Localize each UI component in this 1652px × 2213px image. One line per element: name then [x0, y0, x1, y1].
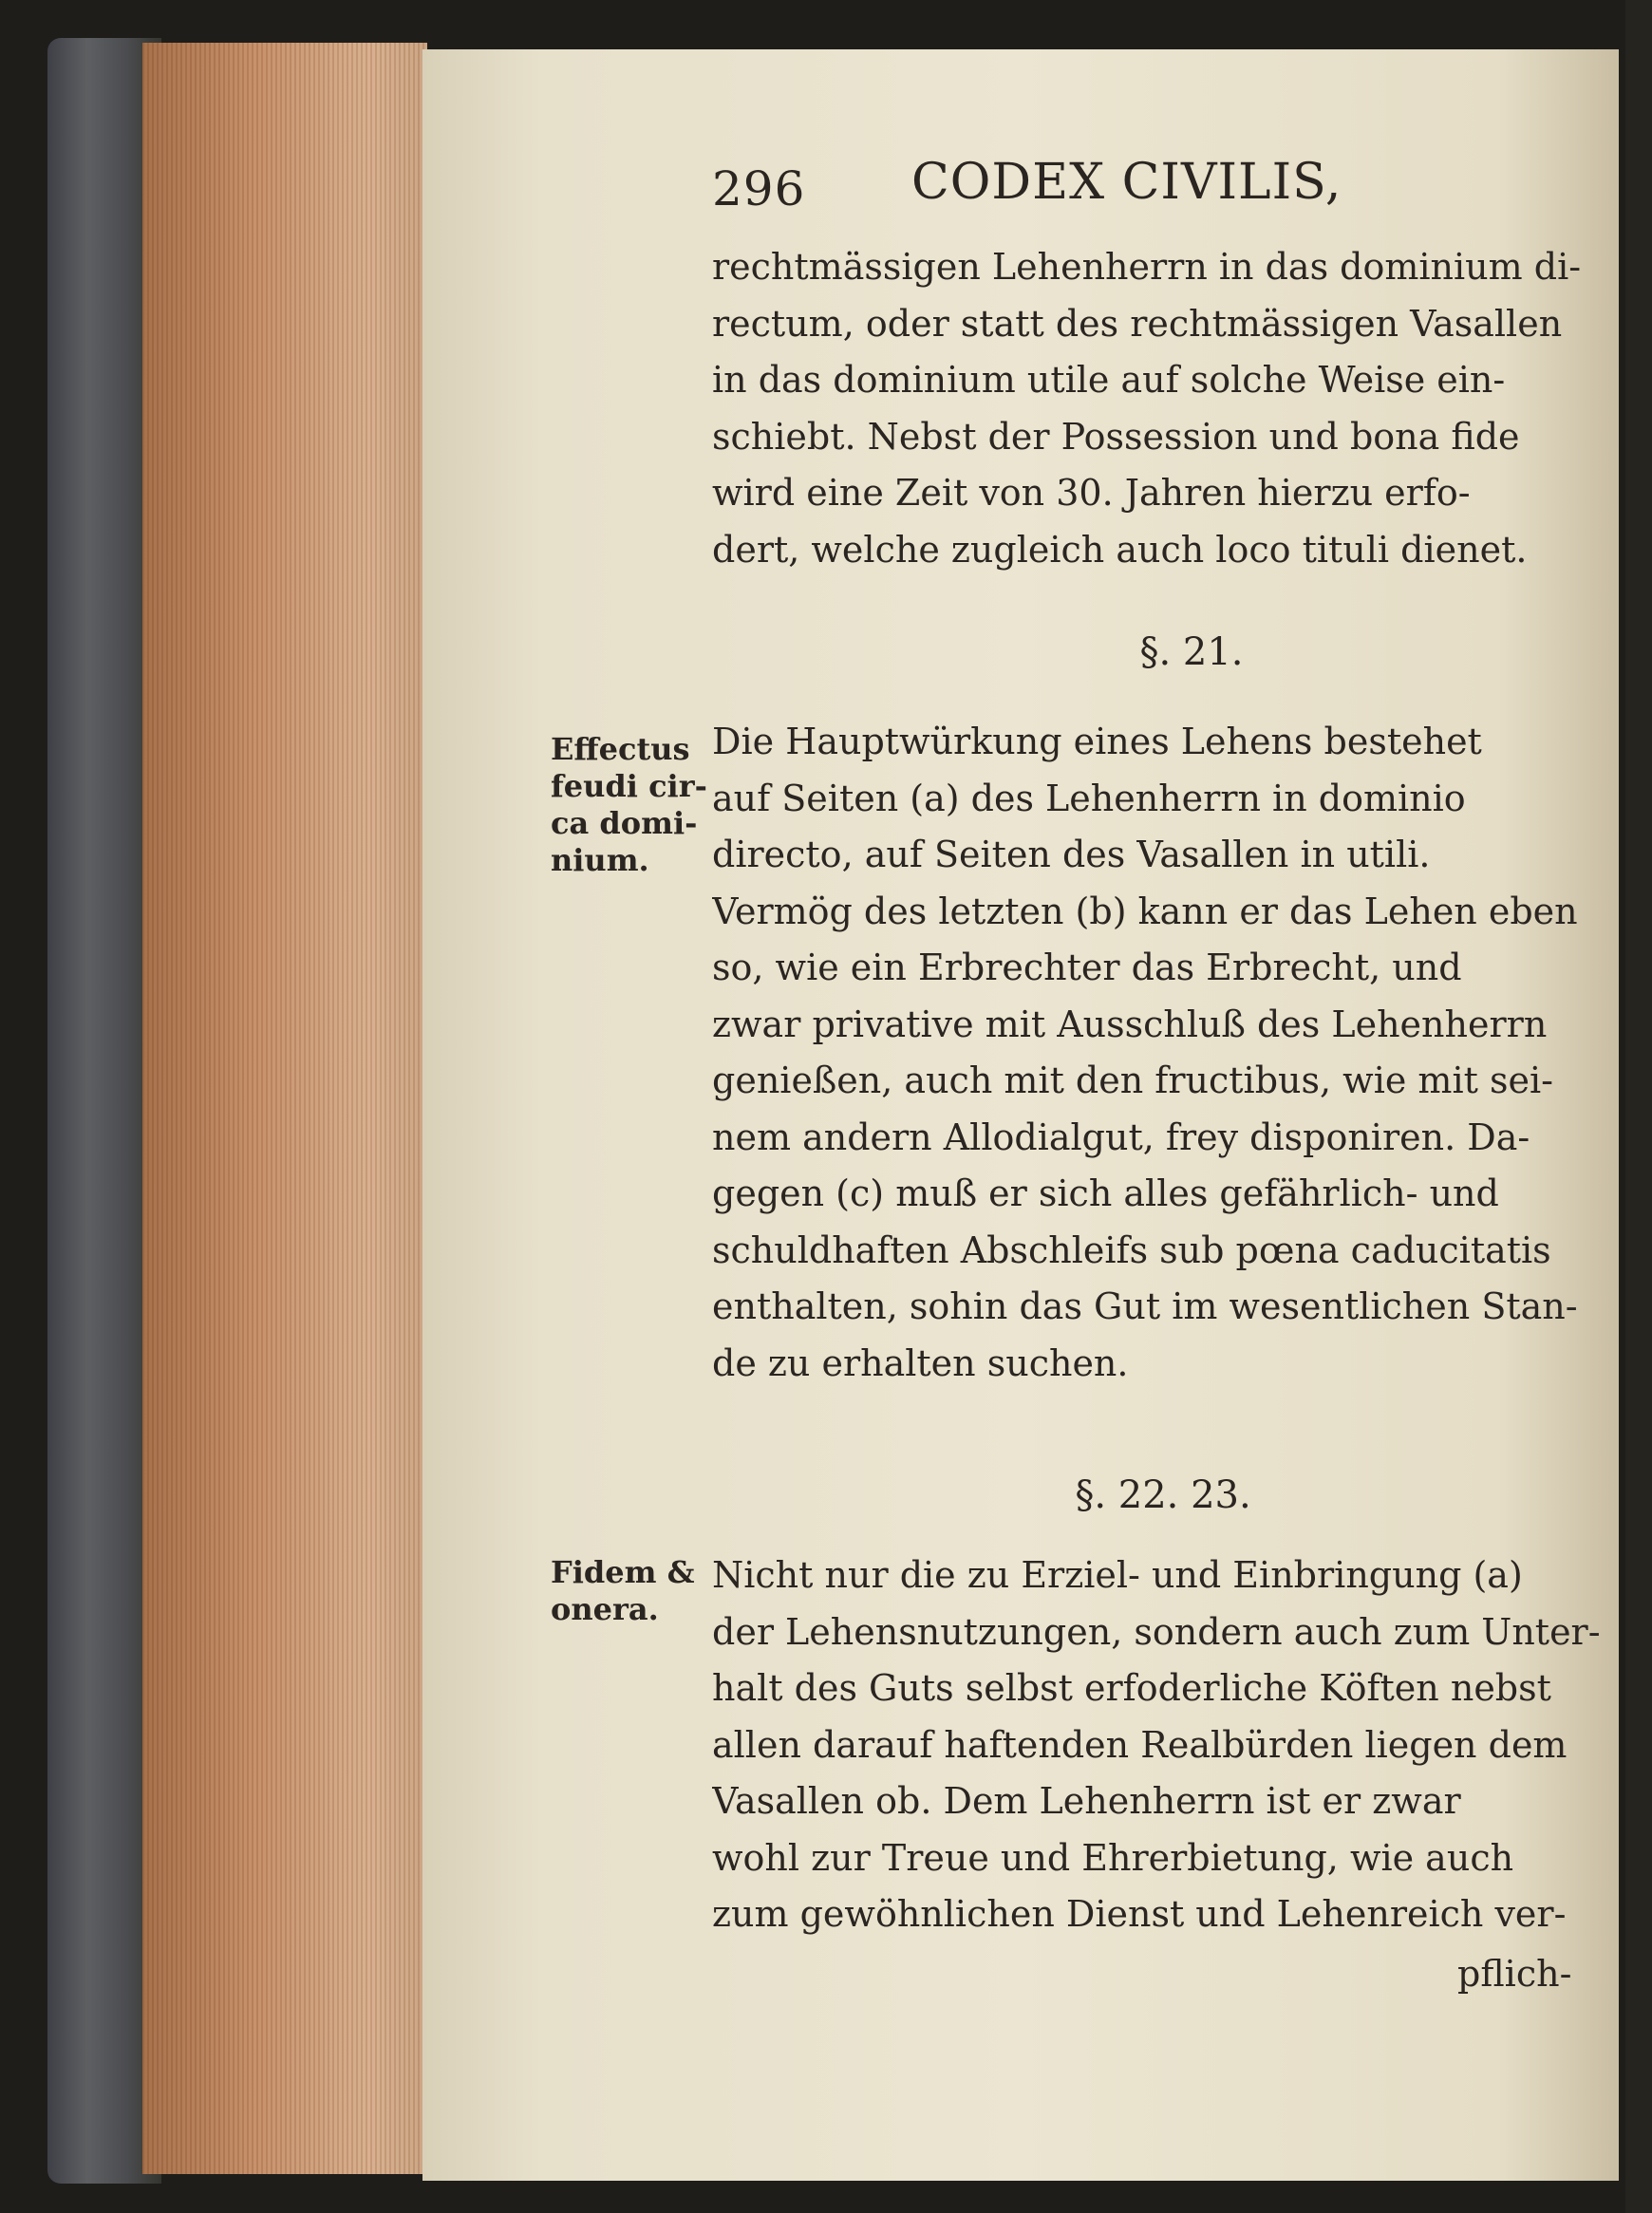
text-line: schiebt. Nebst der Possession und bona fide	[712, 415, 1520, 458]
text-line: enthalten, sohin das Gut im wesentlichen Stan-	[712, 1285, 1578, 1327]
page-number: 296	[712, 161, 806, 216]
margin-note-line: feudi cir-	[551, 768, 707, 804]
text-line: Vasallen ob. Dem Lehenherrn ist er zwar	[712, 1780, 1461, 1822]
text-line: auf Seiten (a) des Lehenherrn in dominio	[712, 777, 1466, 819]
text-line: genießen, auch mit den fructibus, wie mit sei-	[712, 1060, 1553, 1101]
text-line: der Lehensnutzungen, sondern auch zum Unter-	[712, 1610, 1601, 1653]
text-line: wohl zur Treue und Ehrerbietung, wie auch	[712, 1836, 1514, 1879]
margin-note-line: Fidem &	[551, 1554, 695, 1590]
paragraph-section-22-23	[712, 1547, 1652, 1943]
margin-note-line: ca domi-	[551, 805, 698, 841]
margin-note-effectus	[551, 731, 707, 879]
running-title: CODEX CIVILIS,	[911, 154, 1342, 211]
margin-note-fidem	[551, 1554, 695, 1628]
margin-note-line: nium.	[551, 842, 649, 878]
margin-note-line: onera.	[551, 1591, 659, 1627]
text-line: dert, welche zugleich auch loco tituli dienet.	[712, 528, 1528, 571]
section-heading-22-23: §. 22. 23.	[1075, 1473, 1251, 1517]
text-line: so, wie ein Erbrechter das Erbrecht, und	[712, 947, 1462, 988]
text-line: allen darauf haftenden Realbürden liegen dem	[712, 1723, 1568, 1766]
running-header	[712, 154, 1652, 239]
section-heading-21: §. 21.	[1139, 630, 1244, 674]
text-line: wird eine Zeit von 30. Jahren hierzu erfo-	[712, 472, 1471, 514]
text-line: de zu erhalten suchen.	[712, 1341, 1129, 1384]
text-line: Nicht nur die zu Erziel- und Einbringung (a)	[712, 1554, 1523, 1596]
text-line: zum gewöhnlichen Dienst und Lehenreich ver-	[712, 1893, 1567, 1935]
text-line: directo, auf Seiten des Vasallen in utili.	[712, 834, 1431, 875]
book-page	[422, 49, 1619, 2181]
margin-note-line: Effectus	[551, 731, 690, 767]
text-line: gegen (c) muß er sich alles gefährlich- und	[712, 1172, 1499, 1214]
text-line: zwar privative mit Ausschluß des Lehenherrn	[712, 1003, 1548, 1045]
page-edges	[142, 43, 427, 2174]
catchword: pflich-	[1457, 1953, 1572, 1995]
text-line: rechtmässigen Lehenherrn in das dominium di-	[712, 246, 1582, 288]
text-line: rectum, oder statt des rechtmässigen Vasallen	[712, 302, 1563, 345]
paragraph-section-21	[712, 714, 1652, 1392]
paragraph-continuation	[712, 239, 1652, 578]
text-line: nem andern Allodialgut, frey disponiren. Da-	[712, 1116, 1530, 1158]
text-line: Vermög des letzten (b) kann er das Lehen eben	[712, 890, 1578, 932]
text-line: schuldhaften Abschleifs sub pœna caducitatis	[712, 1228, 1551, 1271]
text-line: Die Hauptwürkung eines Lehens bestehet	[712, 721, 1482, 762]
text-line: in das dominium utile auf solche Weise ein-	[712, 359, 1506, 401]
text-line: halt des Guts selbst erfoderliche Köften nebst	[712, 1667, 1551, 1709]
